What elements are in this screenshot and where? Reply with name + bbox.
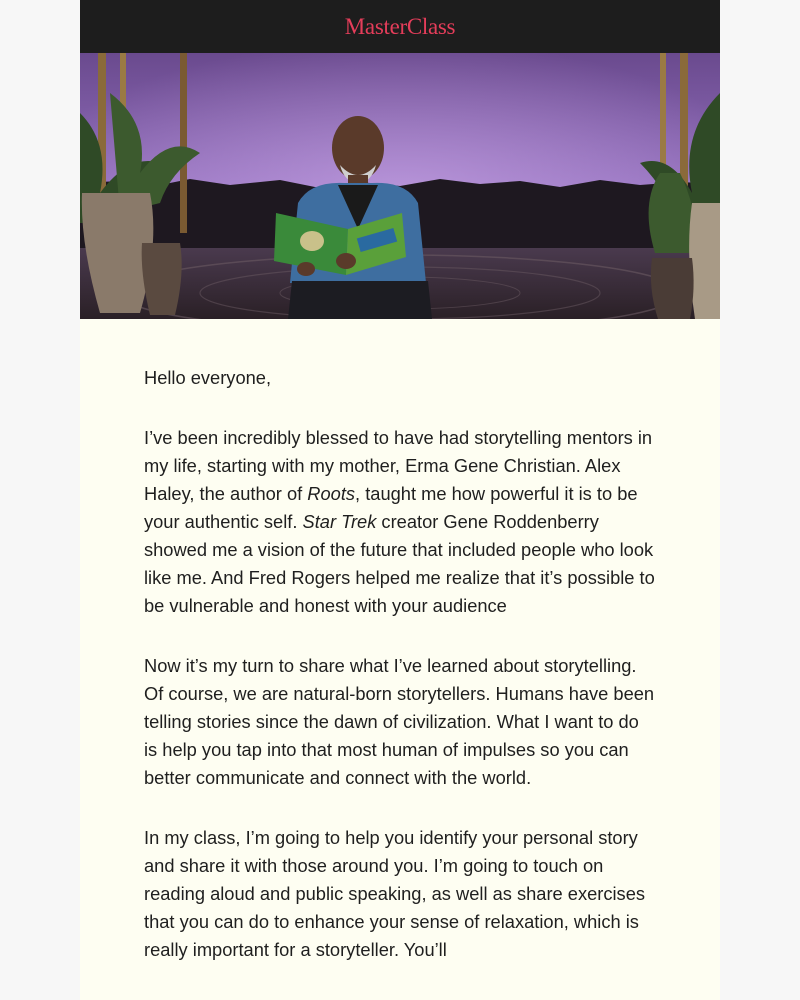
- masterclass-logo[interactable]: MasterClass: [344, 14, 456, 39]
- book-title-roots: Roots: [307, 483, 356, 504]
- paragraph-storytelling: Now it’s my turn to share what I’ve learned about storytelling. Of course, we are natural-born storytellers. Humans have been telling stories since the dawn of civilization. What I want to do is help you tap into that most human of impulses so you can better communicate and connect with the world.: [144, 655, 655, 788]
- greeting: Hello everyone,: [144, 367, 272, 388]
- show-title-star-trek: Star Trek: [302, 511, 377, 532]
- hero-image[interactable]: [80, 53, 720, 319]
- email-container: [80, 0, 720, 1000]
- paragraph-mentors: I’ve been incredibly blessed to have had storytelling mentors in my life, starting with my mother, Erma Gene Christian. Alex Haley, the author of Roots, taught me how powerful it is to be your authentic self. Star Trek creator Gene Roddenberry showed me a vision of the future that included people who look like me. And Fred Rogers helped me realize that it’s possible to be vulnerable and honest with your audience: [144, 427, 655, 616]
- email-header: [80, 0, 720, 53]
- paragraph-class: In my class, I’m going to help you identify your personal story and share it with those around you. I’m going to touch on reading aloud and public speaking, as well as share exercises that you can do to enhance your sense of relaxation, which is really important for a storyteller. You’ll: [144, 827, 646, 960]
- letter-body: [80, 319, 720, 964]
- instructor-reading-book-photo: [80, 53, 720, 319]
